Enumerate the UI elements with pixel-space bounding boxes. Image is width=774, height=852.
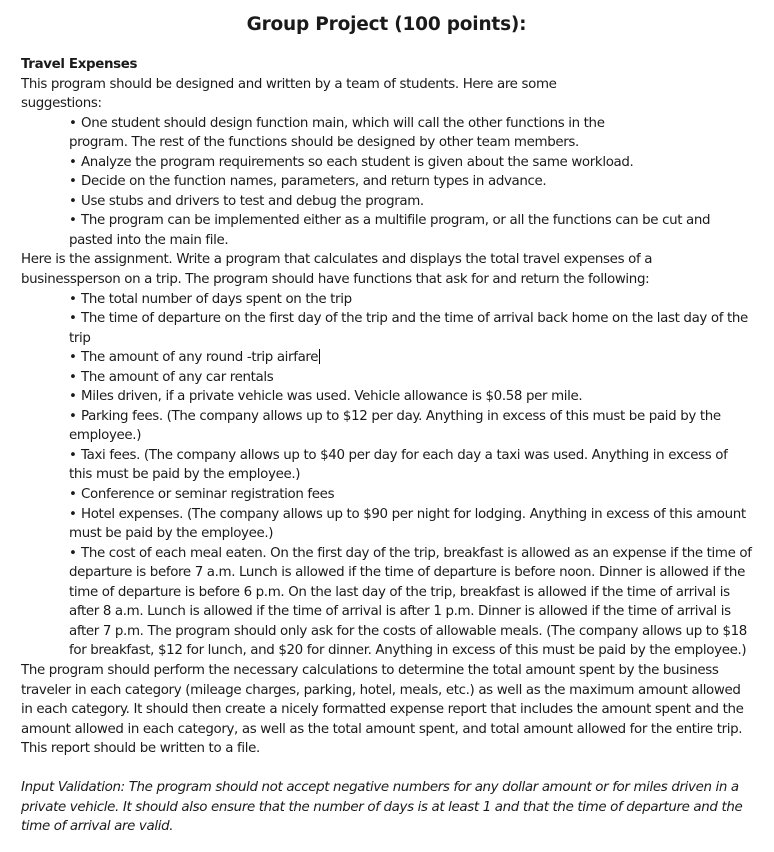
- bullet-icon: •: [69, 311, 77, 327]
- list-item: • One student should design function main, which will call the other functions in the program. The rest of the functions should be designed by other team members.: [69, 115, 605, 151]
- list-item: • Conference or seminar registration fees: [69, 485, 752, 505]
- list-item: • Parking fees. (The company allows up to $12 per day. Anything in excess of this must be paid by the employee.): [69, 408, 721, 444]
- bullet-icon: •: [69, 506, 77, 522]
- bullet-icon: •: [69, 408, 77, 424]
- bullet-icon: •: [69, 389, 77, 405]
- input-validation-paragraph: Input Validation: The program should not accept negative numbers for any dollar amount or for miles driven in a private vehicle. It should also ensure that the number of days is at least 1 and that the time of departure and the time of arrival are valid.: [21, 780, 743, 835]
- list-item: • Use stubs and drivers to test and debug the program.: [69, 192, 752, 212]
- list-item: • The amount of any car rentals: [69, 368, 752, 388]
- bullet-icon: •: [69, 369, 77, 385]
- assignment-paragraph: Here is the assignment. Write a program that calculates and displays the total travel expenses of a businessperson on a trip. The program should have functions that ask for and return the following:: [21, 252, 653, 288]
- list-item: • Analyze the program requirements so each student is given about the same workload.: [69, 153, 752, 173]
- bullet-icon: •: [69, 545, 77, 561]
- list-item: • Decide on the function names, parameters, and return types in advance.: [69, 172, 752, 192]
- paragraph-spacer: [21, 759, 752, 779]
- bullet-icon: •: [69, 115, 77, 131]
- section-heading: Travel Expenses: [21, 57, 138, 72]
- intro-paragraph: This program should be designed and written by a team of students. Here are some suggestions:: [21, 76, 557, 112]
- bullet-icon: •: [69, 447, 77, 463]
- list-item: • Miles driven, if a private vehicle was used. Vehicle allowance is $0.58 per mile.: [69, 387, 752, 407]
- bullet-icon: •: [69, 350, 77, 366]
- summary-paragraph: The program should perform the necessary calculations to determine the total amount spent by the business traveler in each category (mileage charges, parking, hotel, meals, etc.) as well as the maximum amount allowed in each category. It should then create a nicely formatted expense report that includes the amount spent and the amount allowed in each category, as well as the total amount spent, and total amount allowed for the entire trip. This report should be written to a file.: [21, 662, 744, 757]
- list-item: • The amount of any round -trip airfare: [69, 348, 752, 368]
- list-item: • The time of departure on the first day of the trip and the time of arrival back home on the last day of the trip: [69, 311, 748, 346]
- list-item: • Taxi fees. (The company allows up to $40 per day for each day a taxi was used. Anything in excess of this must be paid by the employee.): [69, 447, 728, 483]
- text-cursor: [319, 349, 320, 364]
- list-item: • The cost of each meal eaten. On the first day of the trip, breakfast is allowed as an expense if the time of departure is before 7 a.m. Lunch is allowed if the time of departure is before noon. Dinner is allowed if the time of departure is before 6 p.m. On the last day of the trip, breakfast is allowed if the time of arrival is after 8 a.m. Lunch is allowed if the time of arrival is after 1 p.m. Dinner is allowed if the time of arrival is after 7 p.m. The program should only ask for the costs of allowable meals. (The company allows up to $18 for breakfast, $12 for lunch, and $20 for dinner. Anything in excess of this must be paid by the employee.): [69, 545, 752, 659]
- bullet-icon: •: [69, 193, 77, 209]
- requirements-list: [21, 290, 752, 661]
- page-title: Group Project (100 points):: [246, 14, 527, 35]
- bullet-icon: •: [69, 154, 77, 170]
- bullet-icon: •: [69, 213, 77, 229]
- bullet-icon: •: [69, 487, 77, 503]
- list-item: • The program can be implemented either as a multifile program, or all the functions can be cut and pasted into the main file.: [69, 213, 711, 248]
- list-item: • Hotel expenses. (The company allows up to $90 per night for lodging. Anything in excess of this amount must be paid by the employee.): [69, 506, 746, 542]
- list-item: • The total number of days spent on the trip: [69, 290, 752, 310]
- suggestions-list: [21, 114, 752, 251]
- bullet-icon: •: [69, 291, 77, 307]
- bullet-icon: •: [69, 174, 77, 190]
